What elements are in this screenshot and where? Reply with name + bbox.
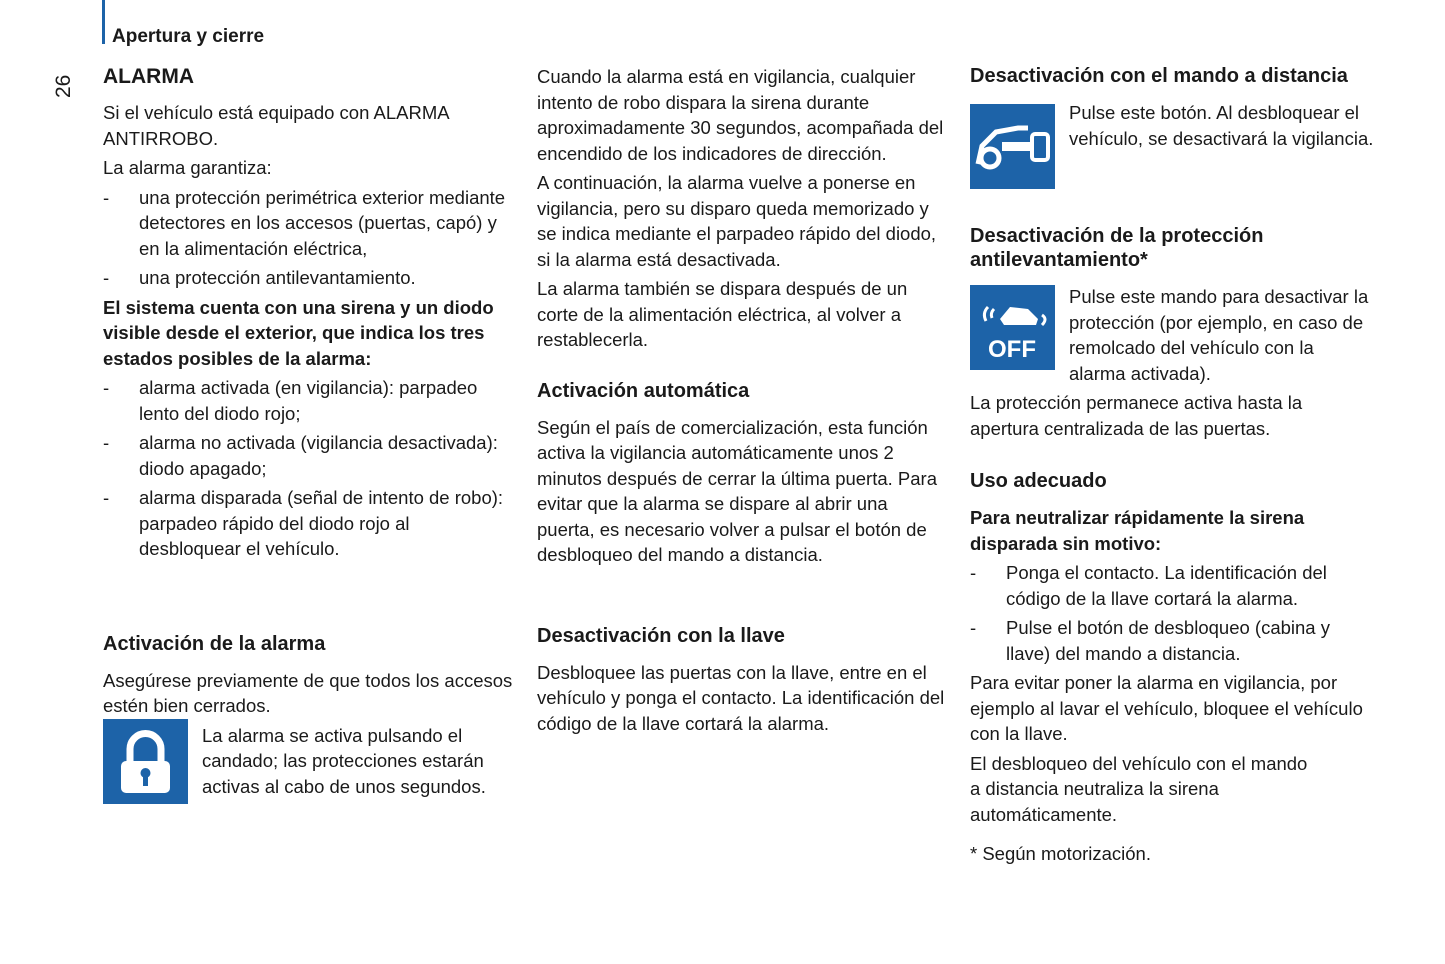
protection-list [103, 185, 513, 291]
anti-lift-off-icon [970, 285, 1055, 370]
key-deactivation-title: Desactivación con la llave [537, 624, 785, 647]
footnote: * Según motorización. [970, 843, 1151, 864]
list-item: - Ponga el contacto. La identificación del código de la llave cortará la alarma. [970, 562, 1327, 609]
list-item: - Pulse el botón de desbloqueo (cabina y llave) del mando a distancia. [970, 617, 1330, 664]
list-item: - una protección perimétrica exterior mediante detectores en los accesos (puertas, capó) y en la alimentación eléctrica, [103, 186, 506, 259]
remote-block [970, 100, 1375, 190]
remote-text: Pulse este botón. Al desbloquear el vehículo, se desactivará la vigilancia. [1069, 102, 1374, 149]
paragraph: Para evitar poner la alarma en vigilancia, por ejemplo al lavar el vehículo, bloquee el vehículo con la llave. [970, 672, 1363, 744]
bold-paragraph: Para neutralizar rápidamente la sirena disparada sin motivo: [970, 507, 1305, 554]
off-label: OFF [988, 336, 1036, 363]
paragraph: Según el país de comercialización, esta función activa la vigilancia automáticamente unos 2 minutos después de cerrar la última puerta. Para evitar que la alarma se dispare al abrir una puerta, es necesario volver a pulsar el botón de desbloqueo del mando a distancia. [537, 416, 938, 565]
activation-title: Activación de la alarma [103, 632, 326, 655]
use-list [970, 560, 1375, 666]
states-list [103, 375, 513, 562]
column-2 [537, 64, 947, 740]
anti-lift-text: Pulse este mando para desactivar la protección (por ejemplo, en caso de remolcado del vehículo con la alarma activada). [1069, 286, 1369, 384]
anti-lift-block [970, 284, 1375, 386]
paragraph: Asegúrese previamente de que todos los accesos estén bien cerrados. [103, 669, 513, 716]
anti-lift-title: Desactivación de la protección antilevantamiento* [970, 225, 1264, 271]
auto-activation-title: Activación automática [537, 379, 750, 402]
car-unlock-icon [970, 104, 1055, 189]
paragraph: Si el vehículo está equipado con ALARMA ANTIRROBO. [103, 102, 449, 149]
list-item: - alarma activada (en vigilancia): parpadeo lento del diodo rojo; [103, 377, 478, 424]
column-1 [103, 64, 513, 799]
paragraph: El desbloqueo del vehículo con el mando a distancia neutraliza la sirena automáticamente. [970, 752, 1308, 825]
paragraph: Cuando la alarma está en vigilancia, cualquier intento de robo dispara la sirena durante aproximadamente 30 segundos, acompañada del encendido de los indicadores de dirección. [537, 66, 944, 164]
lock-block [103, 723, 513, 800]
paragraph: A continuación, la alarma vuelve a ponerse en vigilancia, pero su disparo queda memorizado y se indica mediante el parpadeo rápido del diodo, si la alarma está desactivada. [537, 172, 937, 270]
header-rule [102, 0, 105, 44]
list-item: - una protección antilevantamiento. [103, 267, 416, 288]
proper-use-title: Uso adecuado [970, 470, 1107, 492]
paragraph: La alarma también se dispara después de un corte de la alimentación eléctrica, al volver a restablecerla. [537, 278, 908, 350]
paragraph: La protección permanece activa hasta la apertura centralizada de las puertas. [970, 392, 1303, 439]
alarm-title: ALARMA [103, 65, 194, 88]
remote-deactivation-title: Desactivación con el mando a distancia [970, 65, 1348, 87]
paragraph: Desbloquee las puertas con la llave, entre en el vehículo y ponga el contacto. La identificación del código de la llave cortará la alarma. [537, 661, 945, 734]
column-3 [970, 64, 1375, 871]
section-title: Apertura y cierre [112, 26, 265, 47]
paragraph: La alarma garantiza: [103, 157, 272, 178]
list-item: - alarma disparada (señal de intento de robo): parpadeo rápido del diodo rojo al desbloquear el vehículo. [103, 487, 504, 559]
list-item: - alarma no activada (vigilancia desactivada): diodo apagado; [103, 432, 498, 479]
lock-text: La alarma se activa pulsando el candado; las protecciones estarán activas al cabo de unos segundos. [202, 724, 486, 797]
bold-paragraph: El sistema cuenta con una sirena y un diodo visible desde el exterior, que indica los tres estados posibles de la alarma: [103, 296, 494, 369]
padlock-icon [103, 719, 188, 804]
page-number: 26 [52, 74, 75, 98]
